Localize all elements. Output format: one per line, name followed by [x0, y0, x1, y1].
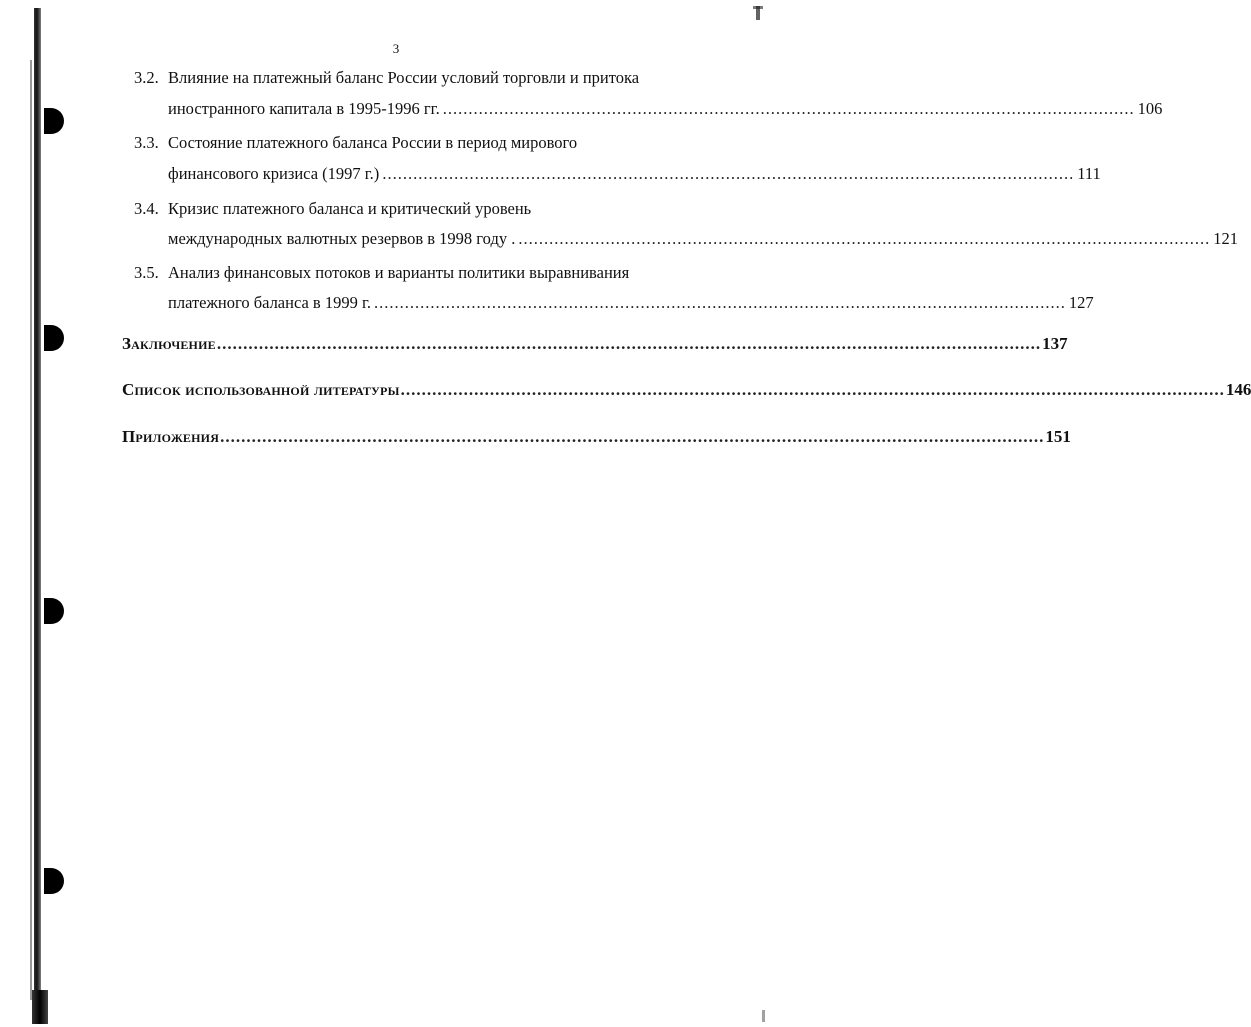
toc-page-ref: 137	[1042, 334, 1068, 353]
toc-entry-title: Влияние на платежный баланс России условий торговли и притока	[168, 68, 640, 87]
leader-dots: .......................................................................................................................................	[442, 99, 1135, 118]
toc-entry-continuation	[168, 292, 1094, 314]
toc-entry-title: Анализ финансовых потоков и варианты политики выравнивания	[168, 263, 630, 282]
binding-edge-line	[30, 60, 32, 1000]
toc-entry-title-cont: платежного баланса в 1999 г.	[168, 293, 372, 312]
punch-hole-icon	[44, 598, 64, 624]
toc-main-title: Приложения	[122, 427, 220, 446]
toc-entry-title-cont: международных валютных резервов в 1998 году .	[168, 229, 516, 248]
toc-main-title: Заключение	[122, 334, 216, 353]
toc-entry-title: Кризис платежного баланса и критический уровень	[168, 199, 532, 218]
toc-entry-title-cont: иностранного капитала в 1995-1996 гг.	[168, 99, 440, 118]
toc-main-entry[interactable]	[122, 426, 1071, 448]
toc-entry-number: 3.3.	[134, 133, 159, 152]
toc-entry-continuation	[168, 228, 1238, 250]
punch-hole-icon	[44, 108, 64, 134]
scan-mark	[753, 6, 763, 9]
toc-main-entry[interactable]	[122, 379, 1251, 401]
scan-mark	[762, 1010, 765, 1022]
leader-dots: .............................................................................................................................................................	[400, 380, 1225, 399]
toc-page-ref: 111	[1077, 164, 1101, 183]
toc-main-title: Список использованной литературы	[122, 380, 400, 399]
binding-edge-shadow	[34, 8, 41, 1023]
toc-page-ref: 151	[1045, 427, 1071, 446]
toc-entry-title: Состояние платежного баланса России в период мирового	[168, 133, 578, 152]
toc-entry-title-cont: финансового кризиса (1997 г.)	[168, 164, 380, 183]
toc-page-ref: 127	[1068, 293, 1094, 312]
page-number: 3	[392, 41, 400, 56]
toc-main-entry[interactable]	[122, 333, 1068, 355]
leader-dots: .............................................................................................................................................................	[216, 334, 1042, 353]
toc-page-ref: 121	[1213, 229, 1238, 248]
punch-hole-icon	[44, 868, 64, 894]
leader-dots: .............................................................................................................................................................	[220, 427, 1045, 446]
toc-page-ref: 146	[1225, 380, 1251, 399]
punch-hole-icon	[44, 325, 64, 351]
toc-entry-continuation	[168, 163, 1101, 185]
toc-page-ref: 106	[1137, 99, 1163, 118]
toc-entry-number: 3.2.	[134, 68, 159, 87]
binding-edge-bottom	[32, 990, 48, 1024]
leader-dots: .......................................................................................................................................	[374, 293, 1066, 312]
toc-entry-number: 3.5.	[134, 263, 159, 282]
toc-entry-number: 3.4.	[134, 199, 159, 218]
leader-dots: .......................................................................................................................................	[518, 229, 1211, 248]
toc-entry-continuation	[168, 98, 1163, 120]
leader-dots: .......................................................................................................................................	[382, 164, 1075, 183]
